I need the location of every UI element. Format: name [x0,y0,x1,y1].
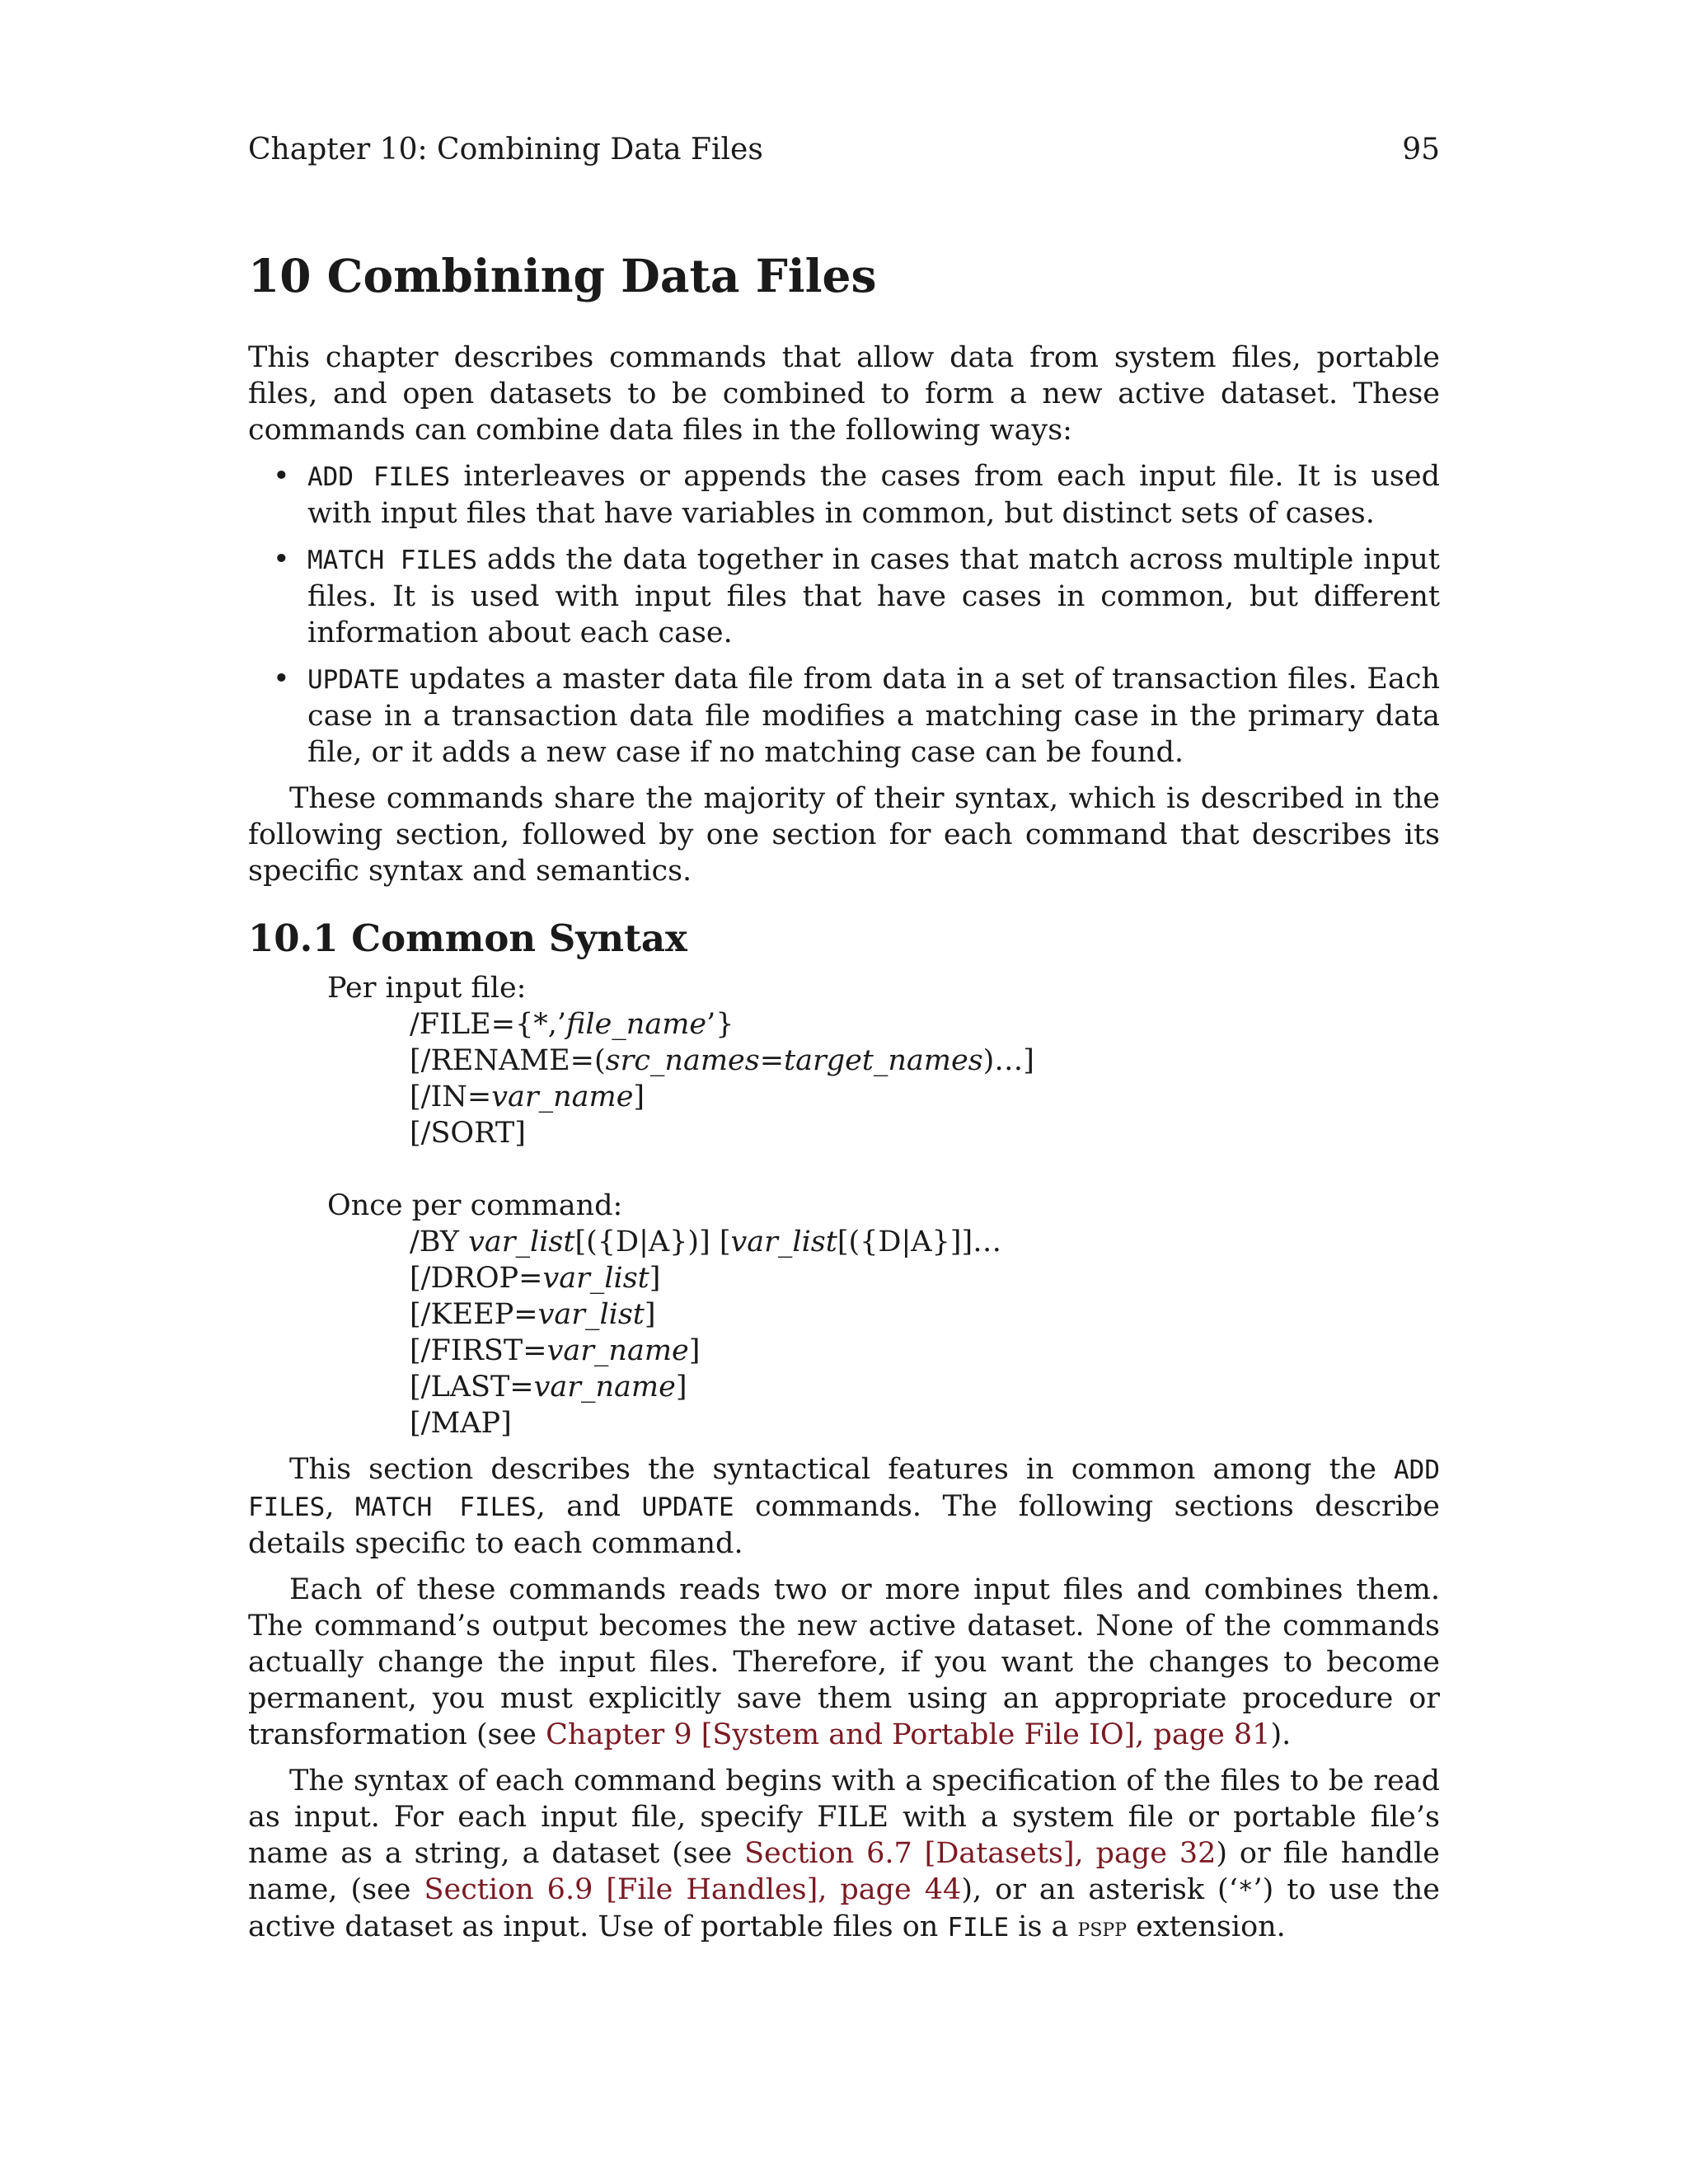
list-item-text: interleaves or appends the cases from each input file. It is used with input files that have variables in common, but distinct sets of cases. [307,460,1440,530]
syntax-line-in: [/IN=var_name] [410,1080,645,1113]
command-name: ADD FILES [307,462,451,492]
file-spec-paragraph: The syntax of each command begins with a specification of the files to be read as input. For each input file, specify FILE with a system file or portable file’s name as a string, a dataset (see Section 6.7 [Datasets], page 32) or file handle name, (see Section 6.9 [File Handles], page 44), or an asterisk (‘*’) to use the active dataset as input. Use of portable files on FILE is a pspp extension. [248,1765,1440,1943]
syntax-heading-per-command: Once per command: [327,1189,623,1222]
syntactical-paragraph: This section describes the syntactical features in common among the ADD FILES, MATCH FILES, and UPDATE commands. The following sections describe details specific to each command. [248,1453,1440,1560]
chapter-title: 10 Combining Data Files [248,249,877,302]
syntax-spacer [248,1151,1440,1188]
cross-reference-link[interactable]: Section 6.9 [File Handles], page 44 [424,1873,962,1906]
list-item [248,541,1440,651]
list-item [248,458,1440,532]
cross-reference-link[interactable]: Section 6.7 [Datasets], page 32 [744,1837,1217,1870]
syntax-line-last: [/LAST=var_name] [410,1371,687,1404]
command-name: MATCH FILES [307,546,478,575]
list-item [248,661,1440,771]
list-item-text: updates a master data file from data in a set of transaction files. Each case in a transaction data file modifies a matching case in the primary data file, or it adds a new case if no matching case can be found. [307,663,1440,769]
syntax-line-by: /BY var_list[({D|A})] [var_list[({D|A}]]… [410,1226,1002,1258]
syntax-line-first: [/FIRST=var_name] [410,1334,701,1367]
cross-reference-link[interactable]: Chapter 9 [System and Portable File IO], page 81 [546,1718,1271,1751]
running-head-chapter: Chapter 10: Combining Data Files [248,133,763,166]
page-number: 95 [1402,133,1440,166]
bullet-icon: • [273,543,290,576]
list-item-text: adds the data together in cases that match across multiple input files. It is used with input files that have cases in common, but different information about each case. [307,543,1440,649]
intro-paragraph: This chapter describes commands that allow data from system files, portable files, and open datasets to be combined to form a new active dataset. These commands can combine data files in the following ways: [248,341,1440,447]
syntax-line-drop: [/DROP=var_list] [410,1262,661,1295]
syntax-block [248,970,1440,1441]
body-column [248,247,1440,1946]
syntax-heading-per-file: Per input file: [327,972,527,1005]
syntax-line-map: [/MAP] [410,1407,512,1440]
section-title: 10.1 Common Syntax [248,916,687,960]
command-name: UPDATE [307,665,400,695]
bullet-icon: • [273,663,290,696]
syntax-line-sort: [/SORT] [410,1117,526,1150]
combine-paragraph: Each of these commands reads two or more input files and combines them. The command’s output becomes the new active dataset. None of the commands actually change the input files. Therefore, if you want the changes to become permanent, you must explicitly save them using an appropriate procedure or transformation (see Chapter 9 [System and Portable File IO], page 81). [248,1573,1440,1751]
running-head [248,132,1440,168]
bullet-icon: • [273,460,290,493]
command-list [248,458,1440,771]
syntax-line-rename: [/RENAME=(src_names=target_names)…] [410,1044,1034,1077]
syntax-line-keep: [/KEEP=var_list] [410,1298,656,1331]
share-paragraph: These commands share the majority of their syntax, which is described in the following section, followed by one section for each command that describes its specific syntax and semantics. [248,782,1440,888]
syntax-line-file: /FILE={*,’file_name’} [410,1008,734,1041]
